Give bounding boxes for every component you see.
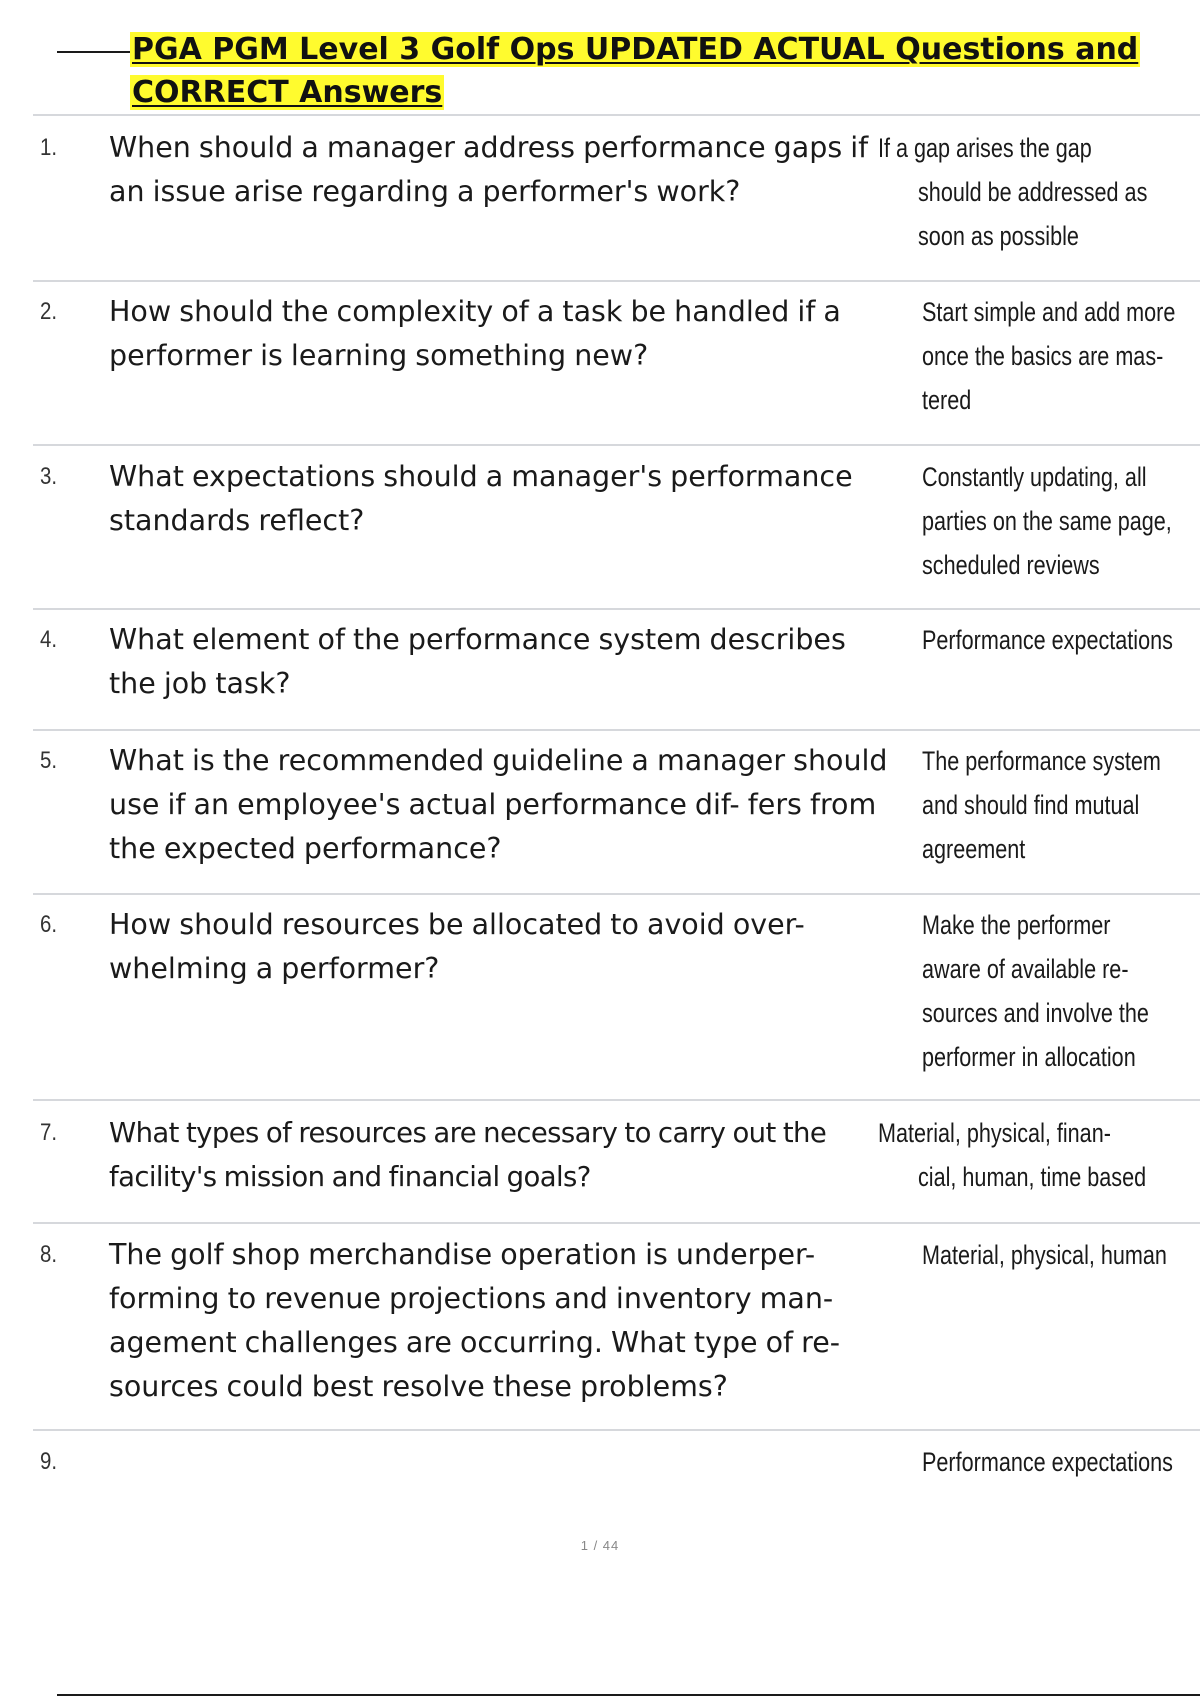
- answer-line: aware of available re-: [922, 954, 1129, 984]
- answer-line: Performance expectations: [922, 625, 1173, 655]
- answer-line: should be addressed as: [918, 177, 1148, 207]
- answer-line: cial, human, time based: [918, 1162, 1147, 1192]
- question-text: What is the recommended guideline a manager should use if an employee's actual performance dif- fers from the expected performance?: [109, 744, 888, 865]
- answer-line: The performance system: [922, 746, 1161, 776]
- page-number: 1 / 44: [580, 1538, 620, 1553]
- answer-text: [922, 455, 1200, 587]
- row-divider: [33, 729, 1200, 731]
- row-divider: [33, 444, 1200, 446]
- item-number: 9.: [40, 1448, 58, 1475]
- answer-line: tered: [922, 385, 972, 415]
- answer-line: Constantly updating, all: [922, 462, 1147, 492]
- row-divider: [33, 893, 1200, 895]
- question-text: How should the complexity of a task be handled if a performer is learning something new?: [109, 295, 841, 372]
- answer-line: parties on the same page,: [922, 506, 1172, 536]
- footer-rule: [57, 1694, 1200, 1696]
- answer-line: Start simple and add more: [922, 297, 1176, 327]
- answer-line: soon as possible: [918, 221, 1079, 251]
- answer-line: Material, physical, finan-: [878, 1118, 1111, 1148]
- answer-text: [922, 903, 1200, 1079]
- item-number: 4.: [40, 626, 58, 653]
- answer-line: Material, physical, human: [922, 1240, 1167, 1270]
- answer-line: If a gap arises the gap: [878, 133, 1092, 163]
- answer-line: Make the performer: [922, 910, 1111, 940]
- item-number: 3.: [40, 463, 58, 490]
- answer-line: sources and involve the: [922, 998, 1149, 1028]
- answer-line: scheduled reviews: [922, 550, 1100, 580]
- question-text: What expectations should a manager's performance standards reflect?: [109, 460, 853, 537]
- row-divider: [33, 1222, 1200, 1224]
- item-number: 1.: [40, 134, 58, 161]
- answer-line: once the basics are mas-: [922, 341, 1164, 371]
- document-title: [130, 30, 1150, 116]
- answer-text: [922, 1233, 1200, 1277]
- answer-text: [878, 126, 1158, 258]
- answer-text: [922, 618, 1200, 662]
- question-text: How should resources be allocated to avoid over- whelming a performer?: [109, 908, 805, 985]
- title-line-2: CORRECT Answers: [132, 75, 443, 110]
- answer-line: and should find mutual: [922, 790, 1140, 820]
- item-number: 7.: [40, 1119, 58, 1146]
- row-divider: [33, 1099, 1200, 1101]
- question-text: What element of the performance system describes the job task?: [109, 623, 846, 700]
- title-leader-line: [57, 51, 130, 53]
- item-number: 8.: [40, 1241, 58, 1268]
- answer-text: [922, 1440, 1200, 1484]
- row-divider: [33, 1429, 1200, 1431]
- question-text: When should a manager address performance gaps if an issue arise regarding a performer's work?: [109, 131, 869, 208]
- answer-text: [878, 1111, 1158, 1199]
- question-text: The golf shop merchandise operation is underper- forming to revenue projections and inventory man- agement challenges are occurring. What type of re- sources could best resolve these problems?: [109, 1238, 841, 1403]
- title-line-1: PGA PGM Level 3 Golf Ops UPDATED ACTUAL Questions and: [132, 32, 1139, 67]
- row-divider: [33, 114, 1200, 116]
- row-divider: [33, 608, 1200, 610]
- answer-text: [922, 739, 1200, 871]
- item-number: 2.: [40, 298, 58, 325]
- item-number: 5.: [40, 747, 58, 774]
- answer-line: performer in allocation: [922, 1042, 1136, 1072]
- answer-line: agreement: [922, 834, 1026, 864]
- answer-line: Performance expectations: [922, 1447, 1173, 1477]
- item-number: 6.: [40, 911, 58, 938]
- question-text: What types of resources are necessary to carry out the facility's mission and financial goals?: [109, 1117, 827, 1193]
- answer-text: [922, 290, 1200, 422]
- row-divider: [33, 280, 1200, 282]
